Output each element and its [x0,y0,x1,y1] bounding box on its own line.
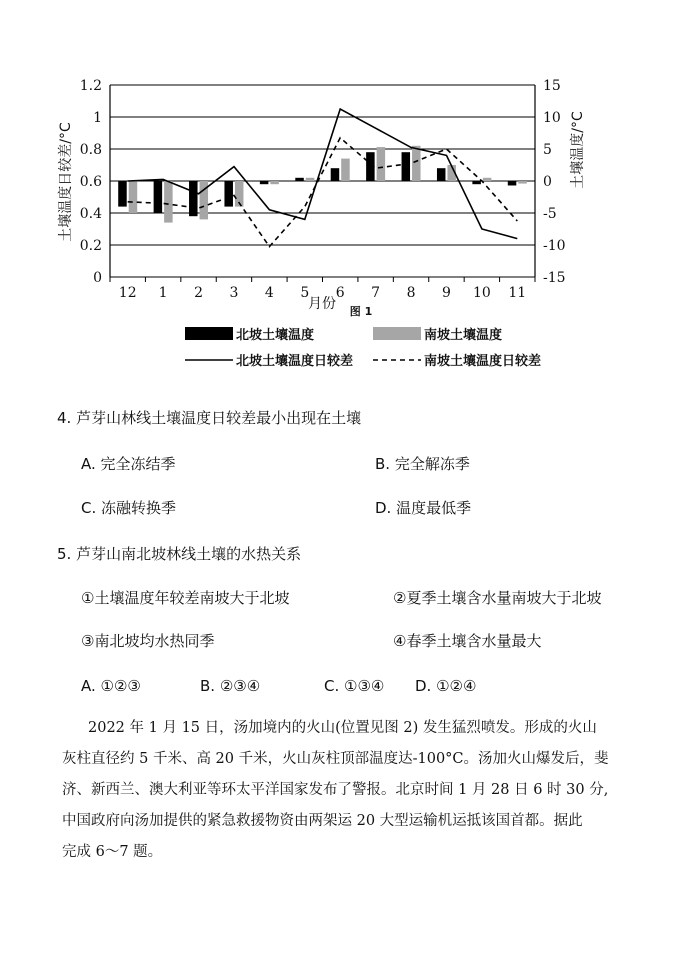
x-tick-label: 2 [194,285,204,301]
y-tick-label-left: 0.8 [79,142,102,158]
legend [185,327,541,369]
question-4-option-b[interactable]: B. 完全解冻季 [375,455,470,473]
passage-line: 中国政府向汤加提供的紧急救援物资由两架运 20 大型运输机运抵该国首都。据此 [62,813,583,829]
bar-north-temp [331,168,340,181]
x-axis-label: 月份 [308,296,336,312]
question-5-option-c[interactable]: C. ①③④ [324,677,385,695]
bar-north-temp [402,152,411,181]
passage-line: 2022 年 1 月 15 日，汤加境内的火山(位置见图 2) 发生猛烈喷发。形成的火山 [88,720,597,736]
question-4-stem: 4. 芦芽山林线土壤温度日较差最小出现在土壤 [57,409,362,427]
question-5-option-d[interactable]: D. ①②④ [415,677,477,695]
bar-south-temp [129,181,138,213]
question-5-statement-4: ④春季土壤含水量最大 [393,632,542,650]
question-5-option-a[interactable]: A. ①②③ [81,677,141,695]
y-tick-label-right: 0 [543,174,552,190]
y-tick-label-right: -10 [543,238,566,254]
soil-temperature-chart [0,0,688,380]
x-tick-label: 10 [472,285,491,301]
y-axis-left-label: 土壤温度日较差/°C [58,122,74,242]
figure-caption: 图 1 [349,305,373,318]
passage [62,713,648,868]
bar-south-temp [270,181,279,184]
bar-south-temp [341,159,350,181]
bar-south-temp [483,178,492,181]
y-tick-label-left: 0.4 [79,206,102,222]
question-5-statement-3: ③南北坡均水热同季 [81,632,215,650]
bar-south-temp [412,146,421,181]
x-tick-label: 3 [229,285,239,301]
y-tick-label-right: -15 [543,270,566,286]
y-tick-label-right: -5 [543,206,557,222]
tick-labels [80,78,566,301]
line-south-range [128,138,518,247]
legend-label-south-range: 南坡土壤温度日较差 [424,354,542,369]
y-tick-label-right: 5 [543,142,552,158]
question-4-option-d[interactable]: D. 温度最低季 [375,499,472,517]
x-tick-label: 12 [118,285,137,301]
bar-south-temp [164,181,173,223]
y-tick-label-right: 10 [543,110,561,126]
question-5-option-b[interactable]: B. ②③④ [200,677,261,695]
legend-label-north-temp: 北坡土壤温度 [236,328,315,343]
bar-south-temp [306,178,315,181]
y-tick-label-left: 0.6 [79,174,102,190]
x-tick-label: 5 [300,285,310,301]
bar-north-temp [118,181,127,207]
bar-north-temp [437,168,446,181]
bar-north-temp [472,181,481,184]
bar-south-temp [518,181,527,184]
x-tick-label: 6 [335,285,345,301]
bar-north-temp [508,181,516,185]
bar-south-temp [377,147,386,181]
bar-north-temp [260,181,269,184]
bar-series [118,146,527,223]
legend-swatch-south-temp [373,327,421,340]
passage-line: 完成 6～7 题。 [62,844,163,860]
question-4-option-c[interactable]: C. 冻融转换季 [81,499,177,517]
y-tick-label-left: 0.2 [79,238,102,254]
x-tick-label: 4 [264,285,274,301]
passage-line: 济、新西兰、澳大利亚等环太平洋国家发布了警报。北京时间 1 月 28 日 6 时 30 分, [62,782,609,798]
legend-label-south-temp: 南坡土壤温度 [424,328,503,343]
y-tick-label-left: 0 [93,270,102,286]
plot-grid [110,85,535,277]
bar-north-temp [295,178,304,181]
bar-north-temp [189,181,198,216]
y-tick-label-left: 1 [93,110,102,126]
legend-swatch-north-temp [185,327,233,340]
question-4-option-a[interactable]: A. 完全冻结季 [81,455,176,473]
question-5-stem: 5. 芦芽山南北坡林线土壤的水热关系 [57,545,302,563]
x-tick-label: 1 [158,285,168,301]
y-tick-label-right: 15 [543,78,561,94]
line-series [128,109,518,247]
bar-north-temp [154,181,163,213]
x-tick-label: 7 [371,285,381,301]
x-tick-label: 9 [441,285,451,301]
y-tick-label-left: 1.2 [79,78,102,94]
question-5-statement-1: ①土壤温度年较差南坡大于北坡 [81,589,290,607]
question-5-statement-2: ②夏季土壤含水量南坡大于北坡 [393,589,602,607]
passage-line: 灰柱直径约 5 千米、高 20 千米，火山灰柱顶部温度达-100°C。汤加火山爆发后，斐 [62,751,609,767]
bar-north-temp [224,181,233,207]
x-tick-label: 8 [406,285,416,301]
x-tick-label: 11 [508,285,527,301]
legend-label-north-range: 北坡土壤温度日较差 [236,354,354,369]
y-axis-right-label: 土壤温度/°C [570,111,586,189]
